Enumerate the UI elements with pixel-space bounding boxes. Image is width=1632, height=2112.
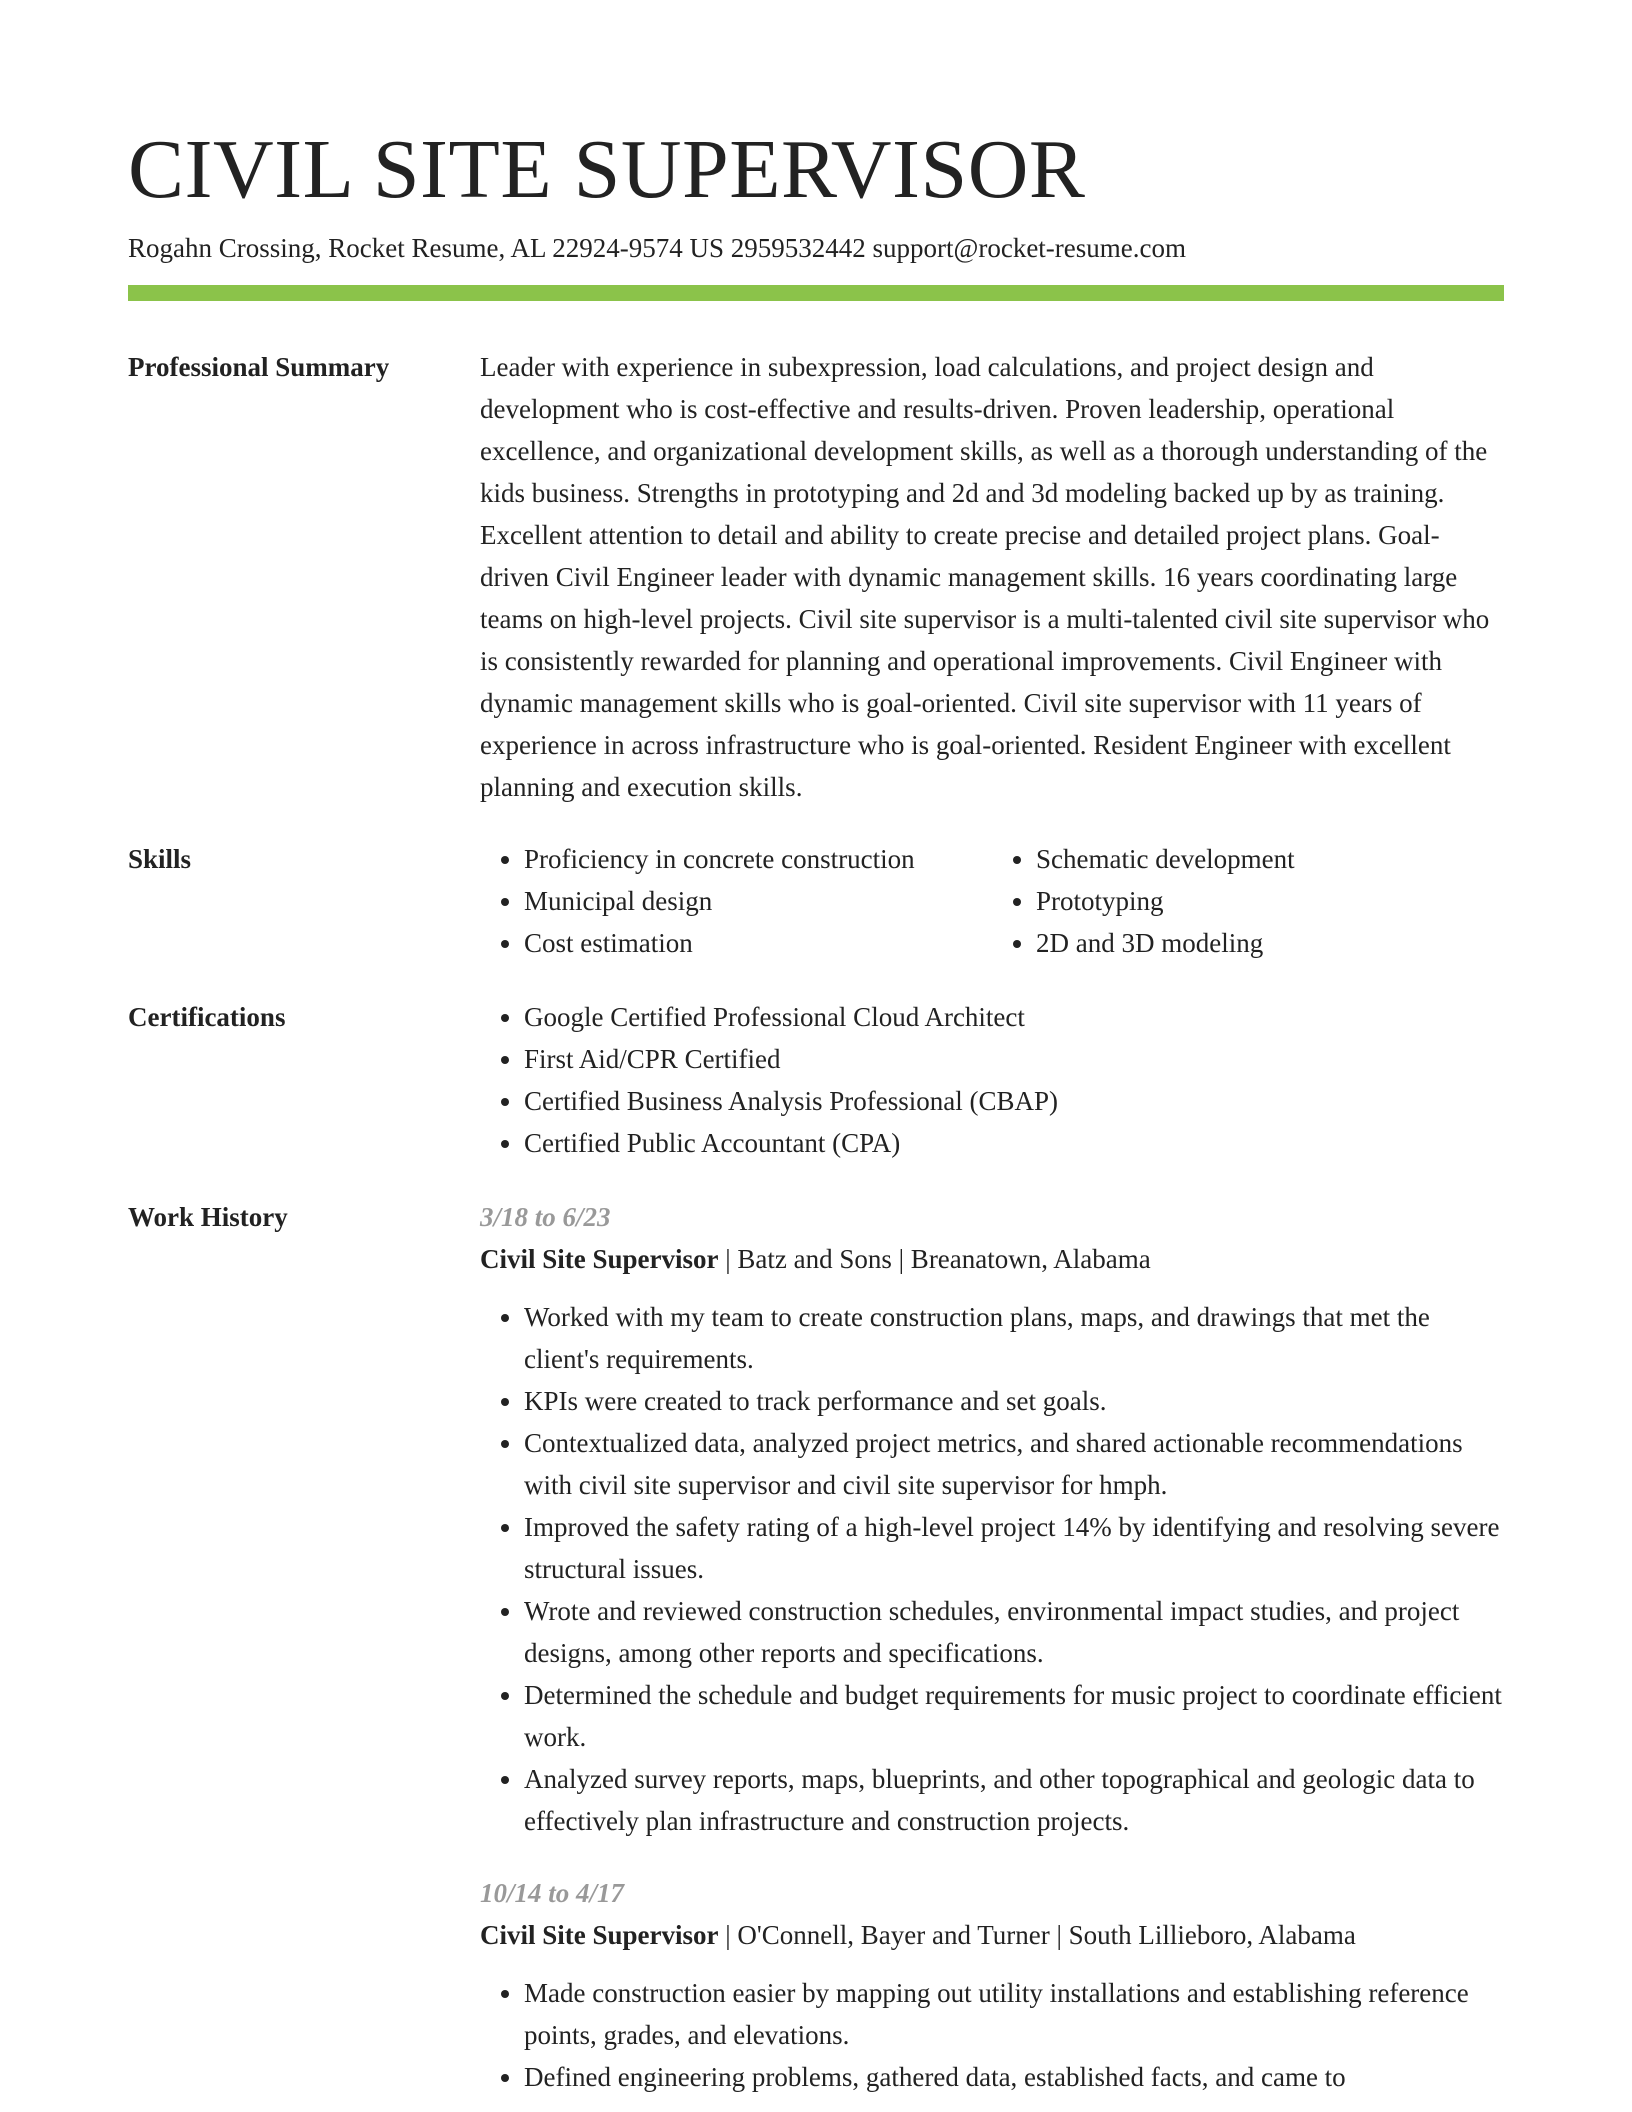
certification-item: • Certified Business Analysis Professional (CBAP) <box>524 1080 1504 1122</box>
work-body <box>480 1196 1504 2098</box>
contact-email[interactable]: support@rocket-resume.com <box>872 233 1187 263</box>
job-entry <box>480 1872 1504 2098</box>
skills-label: Skills <box>128 844 192 874</box>
contact-address: Rogahn Crossing, Rocket Resume, AL 22924-9574 US <box>128 233 724 263</box>
job-title: Civil Site Supervisor <box>480 1244 719 1274</box>
job-company-location: | Batz and Sons | Breanatown, Alabama <box>718 1244 1151 1274</box>
summary-label: Professional Summary <box>128 352 390 382</box>
job-bullets <box>480 1296 1504 1842</box>
job-bullet: • Wrote and reviewed construction schedules, environmental impact studies, and project designs, among other reports and specifications. <box>524 1590 1504 1674</box>
job-dates: 3/18 to 6/23 <box>480 1202 611 1232</box>
certification-item: • Certified Public Accountant (CPA) <box>524 1122 1504 1164</box>
job-bullet: • Improved the safety rating of a high-level project 14% by identifying and resolving severe structural issues. <box>524 1506 1504 1590</box>
certifications-list <box>480 996 1504 1164</box>
contact-line <box>128 230 1186 266</box>
certification-item: • Google Certified Professional Cloud Architect <box>524 996 1504 1038</box>
job-entry <box>480 1196 1504 1842</box>
skill-item: • Prototyping <box>1036 880 1504 922</box>
skill-item: • Municipal design <box>524 880 992 922</box>
job-bullet: • KPIs were created to track performance and set goals. <box>524 1380 1504 1422</box>
job-bullets <box>480 1972 1504 2098</box>
job-bullet: • Analyzed survey reports, maps, blueprints, and other topographical and geologic data to effectively plan infrastructure and construction projects. <box>524 1758 1504 1842</box>
skill-item: • Schematic development <box>1036 838 1504 880</box>
job-bullet: • Worked with my team to create construction plans, maps, and drawings that met the client's requirements. <box>524 1296 1504 1380</box>
certifications-label: Certifications <box>128 1002 286 1032</box>
work-label: Work History <box>128 1202 288 1232</box>
job-title: Civil Site Supervisor <box>480 1920 719 1950</box>
skill-item: • Proficiency in concrete construction <box>524 838 992 880</box>
skill-item: • Cost estimation <box>524 922 992 964</box>
header-divider <box>128 285 1504 301</box>
certifications-body <box>480 996 1504 1164</box>
summary-text: Leader with experience in subexpression, load calculations, and project design and development who is cost-effective and results-driven. Proven leadership, operational excellence, and organizational development skills, as well as a thorough understanding of the kids business. Strengths in prototyping and 2d and 3d modeling backed up by as training. Excellent attention to detail and ability to create precise and detailed project plans. Goal-driven Civil Engineer leader with dynamic management skills. 16 years coordinating large teams on high-level projects. Civil site supervisor is a multi-talented civil site supervisor who is consistently rewarded for planning and operational improvements. Civil Engineer with dynamic management skills who is goal-oriented. Civil site supervisor with 11 years of experience in across infrastructure who is goal-oriented. Resident Engineer with excellent planning and execution skills. <box>480 352 1490 802</box>
job-bullet: • Defined engineering problems, gathered data, established facts, and came to <box>524 2056 1504 2098</box>
job-bullet: • Made construction easier by mapping out utility installations and establishing reference points, grades, and elevations. <box>524 1972 1504 2056</box>
skills-grid <box>480 838 1504 964</box>
skill-item: • 2D and 3D modeling <box>1036 922 1504 964</box>
job-dates: 10/14 to 4/17 <box>480 1878 625 1908</box>
job-bullet: • Contextualized data, analyzed project metrics, and shared actionable recommendations with civil site supervisor and civil site supervisor for hmph. <box>524 1422 1504 1506</box>
job-heading <box>480 1238 1504 1280</box>
job-bullet: • Determined the schedule and budget requirements for music project to coordinate efficient work. <box>524 1674 1504 1758</box>
job-company-location: | O'Connell, Bayer and Turner | South Lillieboro, Alabama <box>718 1920 1356 1950</box>
contact-phone: 2959532442 <box>730 233 866 263</box>
job-heading <box>480 1914 1504 1956</box>
certification-item: • First Aid/CPR Certified <box>524 1038 1504 1080</box>
resume-title: CIVIL SITE SUPERVISOR <box>128 123 1086 216</box>
skills-list-left <box>480 838 992 964</box>
summary-body <box>480 346 1504 808</box>
skills-body <box>480 838 1504 964</box>
skills-list-right <box>992 838 1504 964</box>
